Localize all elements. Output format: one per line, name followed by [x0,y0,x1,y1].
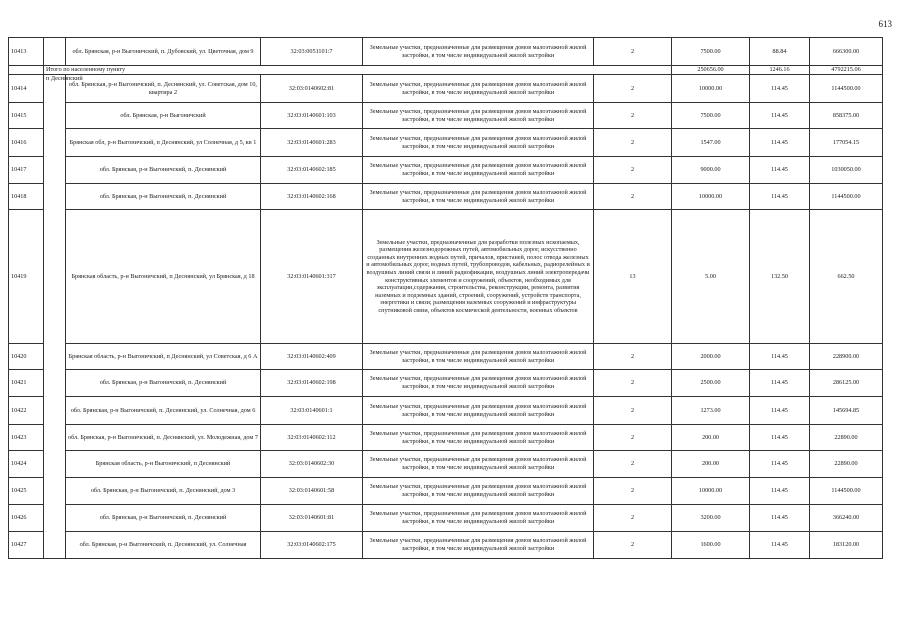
land-use-cell: Земельные участки, предназначенные для размещения домов малоэтажной жилой застройки, в том числе индивидуальной жилой застройки [363,344,594,370]
area-cell: 7500.00 [672,38,750,66]
row-number: 10414 [9,75,44,103]
cadastral-value-cell: 228900.00 [810,344,883,370]
cadastral-value-cell: 666300.00 [810,38,883,66]
table-row [9,103,883,129]
cadastral-number-cell: 32:03:0140601:283 [261,129,363,157]
table-row [9,184,883,210]
area-cell: 10000.00 [672,184,750,210]
row-number: 10413 [9,38,44,66]
rate-cell: 114.45 [750,532,810,559]
table-row [9,451,883,478]
address-cell: обл. Брянская, р-н Выгоничский, п. Деснянский [66,157,261,184]
land-use-cell: Земельные участки, предназначенные для размещения домов малоэтажной жилой застройки, в том числе индивидуальной жилой застройки [363,425,594,451]
cadastral-number-cell: 32:03:0140601:103 [261,103,363,129]
use-code-cell: 13 [594,210,672,344]
rate-cell: 114.45 [750,344,810,370]
subtotal-rate: 1246.16 [750,66,810,75]
rate-cell: 114.45 [750,75,810,103]
table-row [9,532,883,559]
use-code-cell: 2 [594,451,672,478]
table-row [9,344,883,370]
cadastral-value-cell: 1144500.00 [810,478,883,505]
rate-cell: 132.50 [750,210,810,344]
cadastral-number-cell: 32:03:0140601:317 [261,210,363,344]
address-cell: обл. Брянская, р-н Выгоничский, п. Деснянский [66,184,261,210]
row-number: 10420 [9,344,44,370]
area-cell: 10000.00 [672,75,750,103]
cadastral-value-table [8,37,883,559]
row-number: 10426 [9,505,44,532]
area-cell: 10000.00 [672,478,750,505]
address-cell: обл. Брянская, р-н Выгоничский, п. Деснянский, ул. Советская, дом 10, квартира 2 [66,75,261,103]
use-code-cell: 2 [594,129,672,157]
table-row [9,157,883,184]
land-use-cell: Земельные участки, предназначенные для размещения домов малоэтажной жилой застройки, в том числе индивидуальной жилой застройки [363,38,594,66]
rate-cell: 114.45 [750,129,810,157]
cadastral-value-cell: 1144500.00 [810,184,883,210]
row-number: 10421 [9,370,44,397]
address-cell: обл. Брянская, р-н Выгоничский, п. Деснянский [66,505,261,532]
use-code-cell: 2 [594,157,672,184]
land-use-cell: Земельные участки, предназначенные для размещения домов малоэтажной жилой застройки, в том числе индивидуальной жилой застройки [363,451,594,478]
subtotal-value: 4792215.06 [810,66,883,75]
cadastral-value-cell: 145694.85 [810,397,883,425]
use-code-cell: 2 [594,425,672,451]
cadastral-value-cell: 286125.00 [810,370,883,397]
row-number: 10423 [9,425,44,451]
use-code-cell: 2 [594,184,672,210]
land-use-cell: Земельные участки, предназначенные для размещения домов малоэтажной жилой застройки, в том числе индивидуальной жилой застройки [363,129,594,157]
land-use-cell: Земельные участки, предназначенные для размещения домов малоэтажной жилой застройки, в том числе индивидуальной жилой застройки [363,157,594,184]
area-cell: 1273.00 [672,397,750,425]
cadastral-number-cell: 32:03:0140602:30 [261,451,363,478]
land-use-cell: Земельные участки, предназначенные для размещения домов малоэтажной жилой застройки, в том числе индивидуальной жилой застройки [363,478,594,505]
area-cell: 1547.00 [672,129,750,157]
land-use-cell: Земельные участки, предназначенные для разработки полезных ископаемых, размещения железнодорожных путей, автомобильных дорог, искусственно созданных внутренних водных путей, причалов, пристаней, полос отвода железных и автомобильных дорог, водных путей, трубопроводов, кабельных, радиорелейных и воздушных линий связи и линий радиофикации, воздушных линий электропередачи конструктивных элементов и сооружений, объектов, необходимых для эксплуатации,содержания, строительства, реконструкции, ремонта, развития наземных и подземных зданий, строений, сооружений, устройств транспорта, энергетики и связи; размещения наземных сооружений и инфраструктуры спутниковой связи, объектов космической деятельности, военных объектов [363,210,594,344]
cadastral-number-cell: 32:03:0140602:112 [261,425,363,451]
use-code-cell: 2 [594,397,672,425]
rate-cell: 88.84 [750,38,810,66]
rate-cell: 114.45 [750,505,810,532]
table-row [9,397,883,425]
cadastral-value-cell: 22890.00 [810,451,883,478]
table-row [9,505,883,532]
use-code-cell: 2 [594,370,672,397]
address-cell: обл. Брянская, р-н Выгоничский, п. Деснянский, дом 3 [66,478,261,505]
rate-cell: 114.45 [750,425,810,451]
land-use-cell: Земельные участки, предназначенные для размещения домов малоэтажной жилой застройки, в том числе индивидуальной жилой застройки [363,532,594,559]
land-use-cell: Земельные участки, предназначенные для размещения домов малоэтажной жилой застройки, в том числе индивидуальной жилой застройки [363,103,594,129]
area-cell: 9000.00 [672,157,750,184]
row-number: 10418 [9,184,44,210]
land-use-cell: Земельные участки, предназначенные для размещения домов малоэтажной жилой застройки, в том числе индивидуальной жилой застройки [363,184,594,210]
table-row [9,478,883,505]
cadastral-value-cell: 22890.00 [810,425,883,451]
area-cell: 1600.00 [672,532,750,559]
cadastral-value-cell: 183120.00 [810,532,883,559]
use-code-cell: 2 [594,532,672,559]
table-row [9,75,883,103]
row-number: 10422 [9,397,44,425]
address-cell: Брянская область, р-н Выгоничский, п Деснянский [66,451,261,478]
cadastral-number-cell: 32:03:0140602:81 [261,75,363,103]
use-code-cell: 2 [594,344,672,370]
area-cell: 2000.00 [672,344,750,370]
page-number: 613 [878,19,892,29]
row-number: 10427 [9,532,44,559]
land-use-cell: Земельные участки, предназначенные для размещения домов малоэтажной жилой застройки, в том числе индивидуальной жилой застройки [363,370,594,397]
table-row [9,129,883,157]
rate-cell: 114.45 [750,370,810,397]
rate-cell: 114.45 [750,451,810,478]
cadastral-number-cell: 32:03:0140601:1 [261,397,363,425]
address-cell: обл. Брянская, р-н Выгоничский, п. Деснянский, ул. Солнечная [66,532,261,559]
rate-cell: 114.45 [750,103,810,129]
address-cell: обл. Брянская, р-н Выгоничский, п. Деснянский [66,370,261,397]
table-row [9,425,883,451]
cadastral-value-cell: 1144500.00 [810,75,883,103]
address-cell: обл. Брянская, р-н Выгоничский, п. Деснянский, ул. Молодежная, дом 7 [66,425,261,451]
cadastral-number-cell: 32:03:0140602:175 [261,532,363,559]
area-cell: 200.00 [672,451,750,478]
address-cell: обл. Брянская, р-н Выгоничский [66,103,261,129]
rate-cell: 114.45 [750,184,810,210]
row-number: 10425 [9,478,44,505]
land-use-cell: Земельные участки, предназначенные для размещения домов малоэтажной жилой застройки, в том числе индивидуальной жилой застройки [363,397,594,425]
settlement-name-cell: п Десняпский [44,75,66,559]
area-cell: 5.00 [672,210,750,344]
subtotal-label: Итого по населенному пункту [44,66,672,75]
use-code-cell: 2 [594,75,672,103]
cadastral-number-cell: 32:03:0140602:198 [261,370,363,397]
row-number: 10424 [9,451,44,478]
cadastral-value-cell: 858375.00 [810,103,883,129]
rate-cell: 114.45 [750,397,810,425]
row-number: 10419 [9,210,44,344]
address-cell: Брянская область, р-н Выгоничский, п Деснянский, ул Советская, д 6 А [66,344,261,370]
rate-cell: 114.45 [750,157,810,184]
table-row [9,210,883,344]
use-code-cell: 2 [594,505,672,532]
row-number: 10417 [9,157,44,184]
cadastral-number-cell: 32:03:0140601:58 [261,478,363,505]
use-code-cell: 2 [594,478,672,505]
use-code-cell: 2 [594,38,672,66]
cadastral-number-cell: 32:03:0140602:168 [261,184,363,210]
rate-cell: 114.45 [750,478,810,505]
settlement-cell [44,38,66,66]
table-row [9,370,883,397]
cadastral-value-cell: 662.50 [810,210,883,344]
cadastral-value-cell: 366240.00 [810,505,883,532]
area-cell: 7500.00 [672,103,750,129]
table-row [9,38,883,66]
address-cell: обл. Брянская, р-н Выгоничский, п. Деснянский, ул. Солнечная, дом 6 [66,397,261,425]
address-cell: Брянская обл, р-н Выгоничский, п Деснянский, ул Солнечная, д 5, кв 1 [66,129,261,157]
area-cell: 200.00 [672,425,750,451]
land-use-cell: Земельные участки, предназначенные для размещения домов малоэтажной жилой застройки, в том числе индивидуальной жилой застройки [363,505,594,532]
use-code-cell: 2 [594,103,672,129]
cadastral-number-cell: 32:03:0140602:185 [261,157,363,184]
subtotal-blank-cell [9,66,44,75]
cadastral-number-cell: 32:03:0140601:81 [261,505,363,532]
land-use-cell: Земельные участки, предназначенные для размещения домов малоэтажной жилой застройки, в том числе индивидуальной жилой застройки [363,75,594,103]
row-number: 10416 [9,129,44,157]
cadastral-value-cell: 1030050.00 [810,157,883,184]
subtotal-area: 250656.00 [672,66,750,75]
address-cell: обл. Брянская, р-н Выгоничский, п. Дубовский, ул. Цветочная, дом 9 [66,38,261,66]
cadastral-number-cell: 32:03:0051101:7 [261,38,363,66]
subtotal-row [9,66,883,75]
area-cell: 2500.00 [672,370,750,397]
area-cell: 3200.00 [672,505,750,532]
cadastral-number-cell: 32:03:0140602:409 [261,344,363,370]
cadastral-value-cell: 177054.15 [810,129,883,157]
address-cell: Брянская область, р-н Выгоничский, п Деснянский, ул Брянская, д 18 [66,210,261,344]
row-number: 10415 [9,103,44,129]
